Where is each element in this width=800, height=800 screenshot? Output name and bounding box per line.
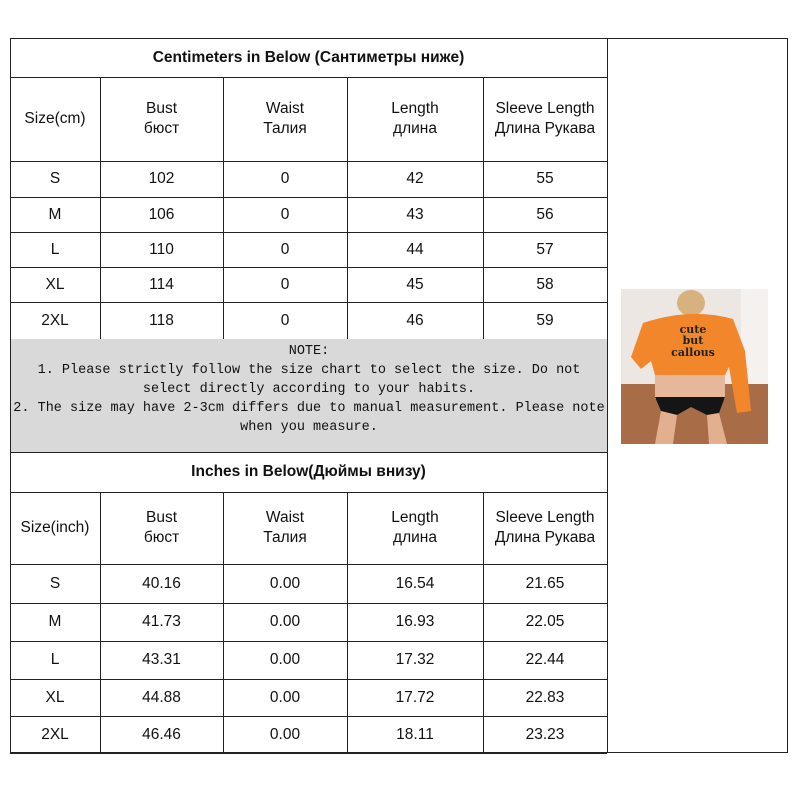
- grid-line: [607, 492, 608, 753]
- measurement-value: 55: [536, 170, 554, 187]
- measurement-value: 59: [536, 311, 554, 329]
- measurement-value: 114: [149, 275, 174, 293]
- column-header-label: Sleeve Length: [495, 100, 595, 117]
- size-label: S: [49, 574, 61, 592]
- measurement-value: 21.65: [525, 574, 565, 592]
- column-header-label: Bust: [145, 509, 177, 526]
- shirt-text: cute: [679, 323, 707, 336]
- size-label: 2XL: [41, 725, 69, 743]
- midriff: [655, 375, 725, 399]
- size-label: L: [50, 651, 60, 668]
- measurement-value: 110: [149, 240, 174, 258]
- hair: [677, 290, 705, 316]
- measurement-value: 46: [406, 311, 424, 329]
- note-line: select directly according to your habits.: [142, 382, 476, 397]
- size-label: 2XL: [41, 311, 69, 329]
- measurement-value: 0: [280, 170, 290, 187]
- column-header: [223, 492, 347, 564]
- column-header-label: Waist: [265, 509, 305, 526]
- column-header-label: Size(inch): [20, 519, 90, 536]
- column-header: [10, 77, 100, 161]
- column-header-label-ru: Длина Рукава: [494, 120, 596, 137]
- measurement-value: 106: [148, 205, 175, 223]
- column-header-label-ru: бюст: [143, 529, 180, 546]
- size-label: S: [49, 170, 61, 187]
- size-label: XL: [45, 275, 65, 293]
- measurement-value: 0.00: [269, 574, 301, 592]
- measurement-value: 43: [406, 205, 424, 223]
- shirt-text: but: [682, 334, 704, 347]
- measurement-value: 0.00: [269, 725, 301, 743]
- column-header-label: Length: [391, 100, 439, 117]
- measurement-value: 40.16: [142, 574, 181, 592]
- column-header-label: Waist: [265, 100, 305, 117]
- measurement-value: 56: [536, 205, 554, 223]
- note-line: NOTE:: [288, 344, 330, 359]
- model-illustration: [621, 289, 768, 444]
- column-header-label: Size(cm): [24, 110, 86, 127]
- column-header: [100, 77, 223, 161]
- size-label: L: [50, 240, 60, 258]
- size-label: M: [48, 613, 62, 630]
- measurement-value: 44: [406, 240, 424, 258]
- table-title: Centimeters in Below (Сантиметры ниже): [152, 48, 465, 66]
- size-note: [11, 339, 607, 452]
- measurement-value: 22.05: [525, 613, 565, 630]
- column-header-label-ru: Талия: [263, 120, 307, 137]
- measurement-value: 41.73: [142, 613, 181, 630]
- measurement-value: 102: [148, 170, 175, 187]
- column-header-label-ru: Длина Рукава: [494, 529, 596, 546]
- measurement-value: 0.00: [269, 688, 301, 706]
- column-header: [100, 492, 223, 564]
- column-header-label-ru: Талия: [263, 529, 307, 546]
- measurement-value: 43.31: [142, 651, 181, 668]
- size-label: XL: [45, 688, 65, 706]
- measurement-value: 0.00: [269, 613, 301, 630]
- column-header: [483, 77, 607, 161]
- measurement-value: 16.93: [395, 613, 435, 630]
- note-line: when you measure.: [240, 420, 378, 435]
- measurement-value: 42: [406, 170, 424, 187]
- measurement-value: 23.23: [525, 725, 565, 743]
- size-label: M: [48, 205, 62, 223]
- measurement-value: 22.83: [525, 688, 565, 706]
- measurement-value: 58: [536, 275, 554, 293]
- column-header-label-ru: длина: [393, 529, 437, 546]
- table-title: Inches in Below(Дюймы внизу): [191, 463, 426, 480]
- measurement-value: 45: [406, 275, 424, 293]
- grid-line: [10, 753, 607, 754]
- column-header: [10, 492, 100, 564]
- column-header-label: Length: [391, 509, 439, 526]
- measurement-value: 118: [149, 311, 174, 329]
- column-header: [347, 492, 483, 564]
- measurement-value: 17.72: [395, 688, 435, 706]
- measurement-value: 57: [536, 240, 554, 258]
- column-header: [483, 492, 607, 564]
- column-header: [223, 77, 347, 161]
- measurement-value: 0: [280, 240, 290, 258]
- measurement-value: 0.00: [269, 651, 301, 668]
- measurement-value: 16.54: [395, 574, 435, 592]
- note-line: 2. The size may have 2-3cm differs due to manual measurement. Please note: [13, 401, 605, 416]
- measurement-value: 46.46: [142, 725, 181, 743]
- column-header-label-ru: длина: [393, 120, 437, 137]
- measurement-value: 44.88: [142, 688, 181, 706]
- column-header-label: Sleeve Length: [495, 509, 595, 526]
- measurement-value: 17.32: [395, 651, 435, 668]
- measurement-value: 0: [280, 311, 290, 329]
- measurement-value: 18.11: [396, 725, 434, 743]
- measurement-value: 22.44: [525, 651, 565, 668]
- shirt-text: callous: [671, 346, 715, 359]
- product-photo: [621, 289, 768, 444]
- measurement-value: 0: [280, 275, 290, 293]
- column-header: [347, 77, 483, 161]
- column-header-label: Bust: [145, 100, 177, 117]
- grid-line: [607, 77, 608, 339]
- measurement-value: 0: [280, 205, 290, 223]
- note-line: 1. Please strictly follow the size chart to select the size. Do not: [37, 363, 581, 378]
- column-header-label-ru: бюст: [143, 120, 180, 137]
